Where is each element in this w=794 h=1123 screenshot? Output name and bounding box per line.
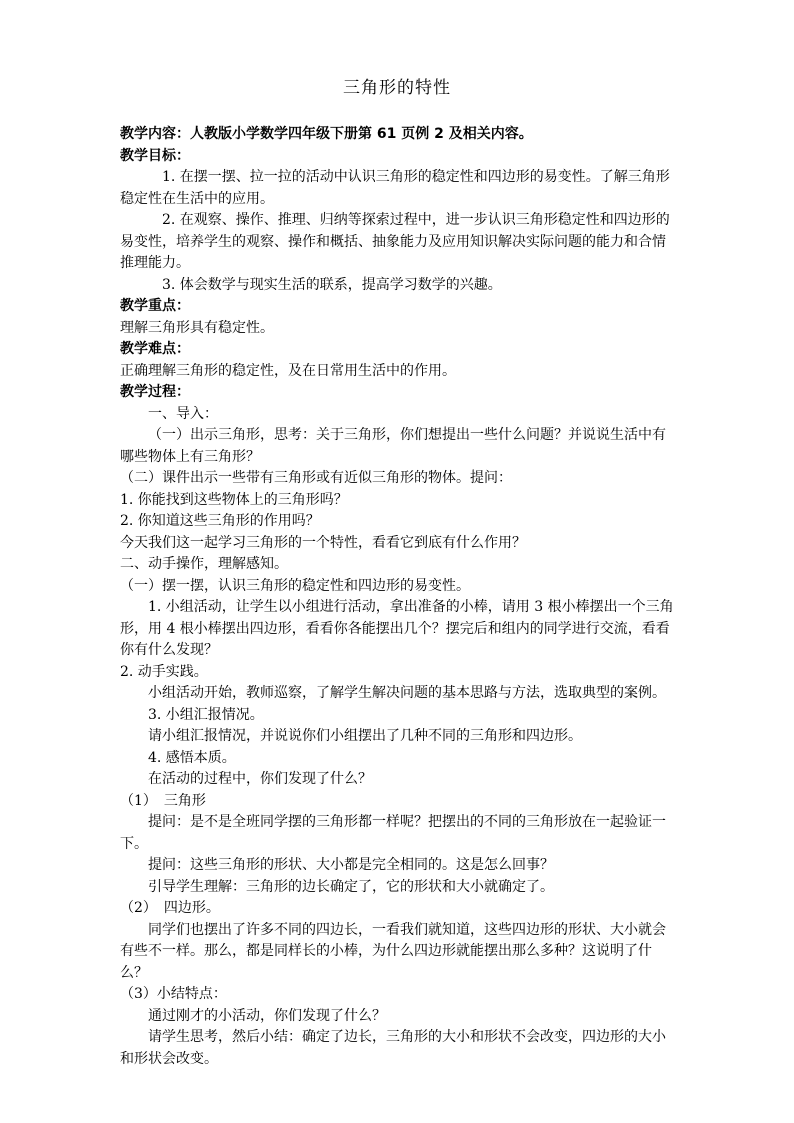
difficulty-heading: 教学难点：: [120, 341, 190, 357]
process-heading: 教学过程：: [120, 384, 190, 400]
paragraph: 请小组汇报情况，并说说你们小组摆出了几种不同的三角形和四边形。: [148, 728, 582, 744]
subsection-heading: （3）小结特点：: [120, 986, 227, 1002]
objective-item: 1. 在摆一摆、拉一拉的活动中认识三角形的稳定性和四边形的易变性。了解三角形稳定性在生活中的应用。: [120, 169, 670, 207]
list-item: 2. 动手实践。: [120, 663, 208, 680]
paragraph: 1. 小组活动，让学生以小组进行活动，拿出准备的小棒，请用 3 根小棒摆出一个三角形，用 4 根小棒摆出四边形，看看你各能摆出几个？摆完后和组内的同学进行交流，看看你有什么发现？: [120, 599, 674, 658]
section-heading: 一、导入：: [148, 405, 218, 422]
paragraph: （二）课件出示一些带有三角形或有近似三角形的物体。提问：: [120, 470, 512, 486]
teaching-content-line: 教学内容：人教版小学数学四年级下册第 61 页例 2 及相关内容。: [120, 126, 533, 142]
paragraph: 今天我们这一起学习三角形的一个特性，看看它到底有什么作用？: [120, 534, 526, 551]
section-heading: 二、动手操作，理解感知。: [120, 556, 288, 572]
key-point-heading: 教学重点：: [120, 298, 190, 314]
objective-item: 3. 体会数学与现实生活的联系，提高学习数学的兴趣。: [162, 276, 502, 293]
paragraph: 提问：这些三角形的形状、大小都是完全相同的。这是怎么回事？: [148, 857, 554, 873]
list-item: 2. 你知道这些三角形的作用吗？: [120, 513, 320, 529]
subsection-heading: （一）摆一摆，认识三角形的稳定性和四边形的易变性。: [120, 577, 470, 594]
subsection-heading: （2） 四边形。: [120, 900, 220, 916]
list-item: 1. 你能找到这些物体上的三角形吗？: [120, 491, 348, 508]
paragraph: 通过刚才的小活动，你们发现了什么？: [148, 1007, 386, 1024]
paragraph: 引导学生理解：三角形的边长确定了，它的形状和大小就确定了。: [148, 878, 554, 895]
objective-item: 2. 在观察、操作、推理、归纳等探索过程中，进一步认识三角形稳定性和四边形的易变性，培养学生的观察、操作和概括、抽象能力及应用知识解决实际问题的能力和合情推理能力。: [120, 212, 670, 271]
list-item: 3. 小组汇报情况。: [148, 706, 264, 723]
paragraph: 请学生思考，然后小结：确定了边长，三角形的大小和形状不会改变，四边形的大小和形状会改变。: [120, 1029, 666, 1067]
paragraph: （一）出示三角形，思考：关于三角形，你们想提出一些什么问题？并说说生活中有哪些物体上有三角形？: [120, 427, 666, 465]
document-title: 三角形的特性: [343, 78, 451, 98]
paragraph: 提问：是不是全班同学摆的三角形都一样呢？把摆出的不同的三角形放在一起验证一下。: [120, 814, 666, 852]
list-item: 4. 感悟本质。: [148, 749, 236, 766]
key-point-text: 理解三角形具有稳定性。: [120, 319, 274, 336]
document-body: [120, 124, 675, 1070]
paragraph: 小组活动开始，教师巡察，了解学生解决问题的基本思路与方法，选取典型的案例。: [148, 685, 666, 701]
difficulty-text: 正确理解三角形的稳定性，及在日常用生活中的作用。: [120, 362, 456, 379]
objectives-heading: 教学目标：: [120, 147, 190, 164]
paragraph: 在活动的过程中，你们发现了什么？: [148, 771, 372, 787]
paragraph: 同学们也摆出了许多不同的四边长，一看我们就知道，这些四边形的形状、大小就会有些不一样。那么，都是同样长的小棒，为什么四边形就能摆出那么多种？这说明了什么？: [120, 921, 666, 981]
subsection-heading: （1） 三角形: [120, 792, 206, 809]
